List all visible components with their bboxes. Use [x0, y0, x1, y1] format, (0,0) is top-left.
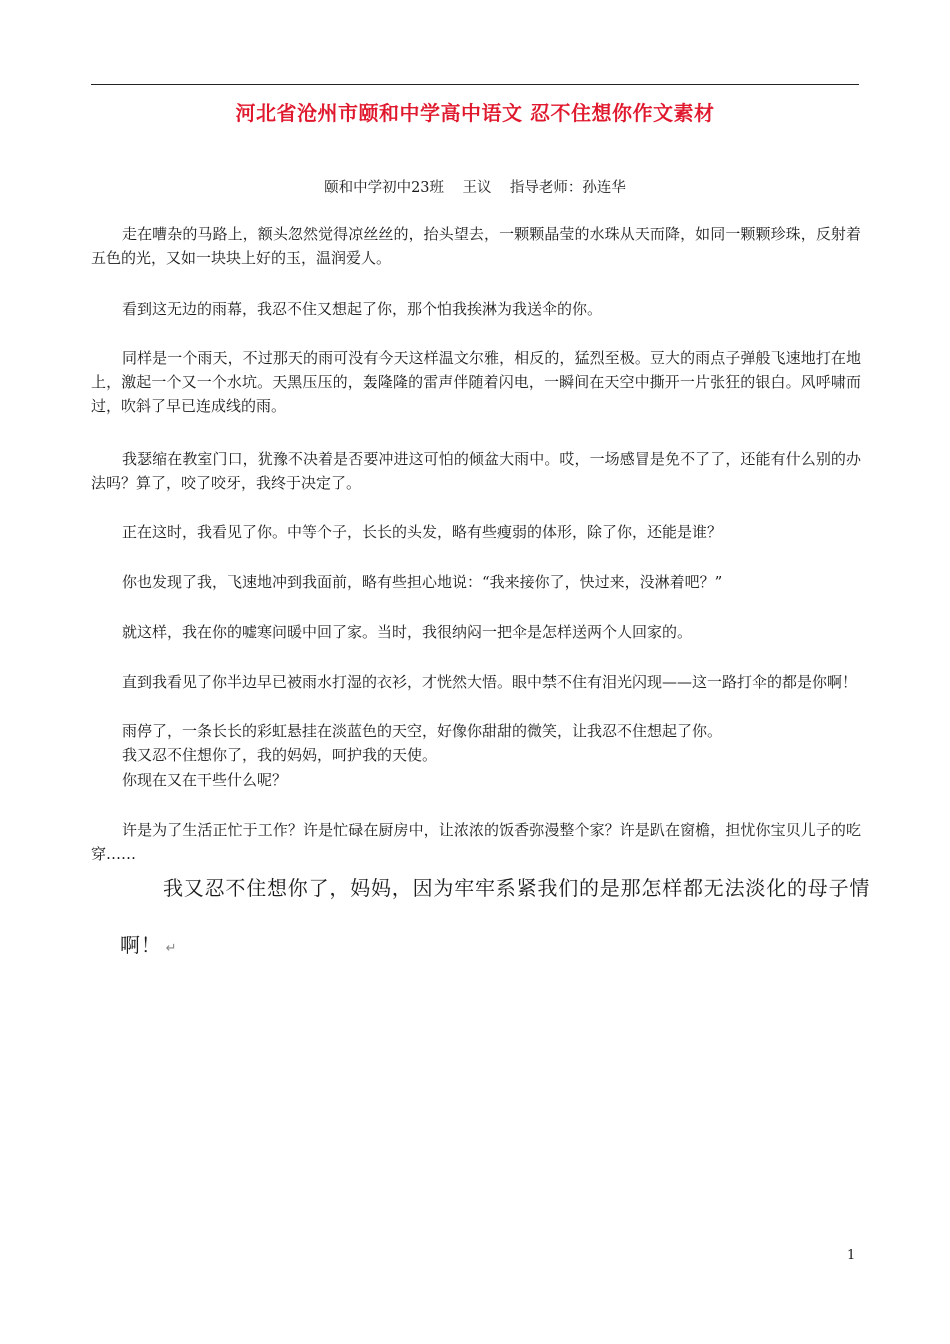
paragraph-1: 走在嘈杂的马路上，额头忽然觉得凉丝丝的，抬头望去，一颗颗晶莹的水珠从天而降，如同一颗颗珍珠，反射着五色的光，又如一块块上好的玉，温润爱人。 — [91, 225, 861, 267]
paragraph-3: 同样是一个雨天，不过那天的雨可没有今天这样温文尔雅，相反的，猛烈至极。豆大的雨点子弹般飞速地打在地上，激起一个又一个水坑。天黑压压的，轰隆隆的雷声伴随着闪电，一瞬间在天空中撕开一片张狂的银白。风呼啸而过，吹斜了早已连成线的雨。 — [91, 349, 861, 415]
paragraph-return-mark: ↵ — [165, 941, 178, 956]
paragraph-2: 看到这无边的雨幕，我忍不住又想起了你，那个怕我挨淋为我送伞的你。 — [122, 300, 603, 318]
closing-paragraph — [120, 860, 880, 977]
author-byline: 颐和中学初中23班 王议 指导老师：孙连华 — [324, 180, 626, 196]
paragraph-8: 直到我看见了你半边早已被雨水打湿的衣衫，才恍然大悟。眼中禁不住有泪光闪现——这一路打伞的都是你啊！ — [122, 673, 858, 691]
paragraph-7: 就这样，我在你的嘘寒问暖中回了家。当时，我很纳闷一把伞是怎样送两个人回家的。 — [122, 623, 693, 641]
page-number: 1 — [847, 1248, 856, 1263]
document-title: 河北省沧州市颐和中学高中语文 忍不住想你作文素材 — [235, 101, 715, 125]
paragraph-12: 许是为了生活正忙于工作？许是忙碌在厨房中，让浓浓的饭香弥漫整个家？许是趴在窗檐，担忧你宝贝儿子的吃穿…… — [91, 821, 861, 863]
paragraph-10: 我又忍不住想你了，我的妈妈，呵护我的天使。 — [122, 746, 438, 764]
paragraph-11: 你现在又在干些什么呢？ — [122, 771, 288, 789]
paragraph-6: 你也发现了我，飞速地冲到我面前，略有些担心地说：“我来接你了，快过来，没淋着吧？” — [122, 573, 723, 591]
closing-text: 我又忍不住想你了，妈妈，因为牢牢系紧我们的是那怎样都无法淡化的母子情啊！ — [120, 876, 871, 957]
paragraph-4: 我瑟缩在教室门口，犹豫不决着是否要冲进这可怕的倾盆大雨中。哎，一场感冒是免不了了，还能有什么别的办法吗？算了，咬了咬牙，我终于决定了。 — [91, 450, 861, 492]
header-rule — [91, 84, 859, 85]
paragraph-9: 雨停了，一条长长的彩虹悬挂在淡蓝色的天空，好像你甜甜的微笑，让我忍不住想起了你。 — [122, 722, 723, 740]
paragraph-5: 正在这时，我看见了你。中等个子，长长的头发，略有些瘦弱的体形，除了你，还能是谁？ — [122, 523, 723, 541]
